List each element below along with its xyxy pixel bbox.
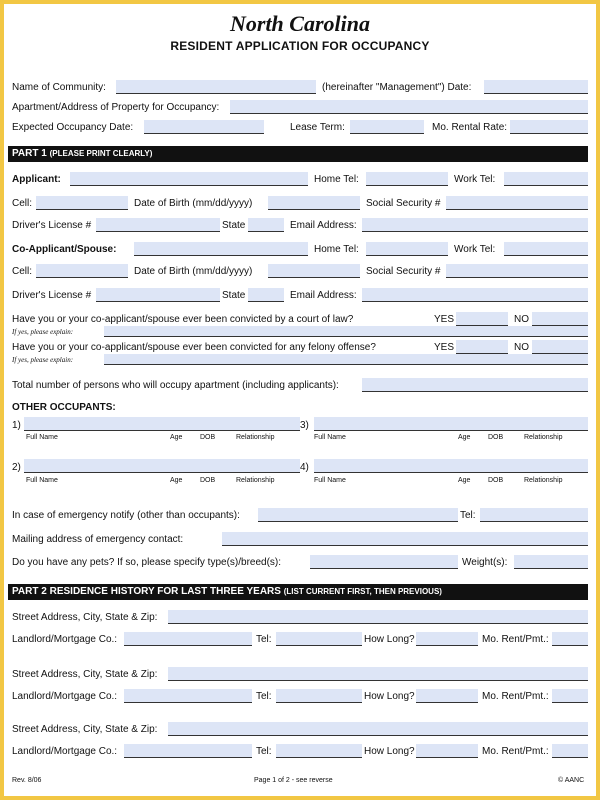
applicant-license-label: Driver's License # (12, 220, 92, 231)
co-home-tel-field[interactable] (366, 242, 448, 256)
res1-rent-label: Mo. Rent/Pmt.: (482, 634, 549, 645)
occupant-1-field[interactable] (24, 417, 300, 431)
co-license-label: Driver's License # (12, 290, 92, 301)
part2-header: PART 2 RESIDENCE HISTORY FOR LAST THREE YEARS (12, 586, 281, 597)
occupant-4-field[interactable] (314, 459, 588, 473)
res3-landlord-field[interactable] (124, 744, 252, 758)
co-applicant-label: Co-Applicant/Spouse: (12, 244, 117, 255)
applicant-license-field[interactable] (96, 218, 220, 232)
felony-yes-field[interactable] (456, 340, 508, 354)
applicant-ssn-label: Social Security # (366, 198, 441, 209)
occupant-3-field[interactable] (314, 417, 588, 431)
res1-landlord-field[interactable] (124, 632, 252, 646)
felony-explain-label: If yes, please explain: (12, 356, 74, 364)
felony-no-label: NO (514, 342, 529, 353)
occupant-1-dob-caption: DOB (200, 434, 216, 441)
occupant-4-name-caption: Full Name (314, 477, 346, 484)
court-yes-field[interactable] (456, 312, 508, 326)
applicant-dob-label: Date of Birth (mm/dd/yyyy) (134, 198, 253, 209)
apartment-address-field[interactable] (230, 100, 588, 114)
lease-term-label: Lease Term: (290, 122, 345, 133)
co-work-tel-field[interactable] (504, 242, 588, 256)
felony-no-field[interactable] (532, 340, 588, 354)
persons-label: Total number of persons who will occupy apartment (including applicants): (12, 380, 339, 391)
community-field[interactable] (116, 80, 316, 94)
footer-page-number: Page 1 of 2 - see reverse (254, 777, 333, 784)
res2-tel-field[interactable] (276, 689, 362, 703)
persons-field[interactable] (362, 378, 588, 392)
court-no-label: NO (514, 314, 529, 325)
res1-landlord-label: Landlord/Mortgage Co.: (12, 634, 118, 645)
form-subtitle: RESIDENT APPLICATION FOR OCCUPANCY (170, 39, 430, 53)
co-work-tel-label: Work Tel: (454, 244, 496, 255)
occupant-2-dob-caption: DOB (200, 477, 216, 484)
res2-landlord-label: Landlord/Mortgage Co.: (12, 691, 118, 702)
occupant-3-dob-caption: DOB (488, 434, 504, 441)
expected-date-field[interactable] (144, 120, 264, 134)
occupant-2-relationship-caption: Relationship (236, 477, 275, 484)
occupant-1-age-caption: Age (170, 434, 183, 441)
date-field[interactable] (484, 80, 588, 94)
applicant-email-field[interactable] (362, 218, 588, 232)
res3-how-long-field[interactable] (416, 744, 478, 758)
form-title: North Carolina (230, 11, 370, 36)
pets-label: Do you have any pets? If so, please specify type(s)/breed(s): (12, 557, 282, 568)
felony-explain-field[interactable] (104, 354, 588, 365)
co-applicant-name-field[interactable] (134, 242, 308, 256)
applicant-ssn-field[interactable] (446, 196, 588, 210)
co-cell-field[interactable] (36, 264, 128, 278)
res3-how-long-label: How Long? (364, 746, 415, 757)
co-state-label: State (222, 290, 246, 301)
res3-rent-field[interactable] (552, 744, 588, 758)
footer-copyright: © AANC (558, 777, 585, 784)
lease-term-field[interactable] (350, 120, 424, 134)
management-date-label: (hereinafter "Management") Date: (322, 82, 472, 93)
co-state-field[interactable] (248, 288, 284, 302)
occupant-2-field[interactable] (24, 459, 300, 473)
expected-date-label: Expected Occupancy Date: (12, 122, 134, 133)
co-ssn-field[interactable] (446, 264, 588, 278)
res1-street-label: Street Address, City, State & Zip: (12, 612, 158, 623)
occupant-3-number: 3) (300, 420, 309, 431)
emergency-tel-field[interactable] (480, 508, 588, 522)
applicant-work-tel-label: Work Tel: (454, 174, 496, 185)
occupant-2-number: 2) (12, 462, 21, 473)
part2-header-note: (LIST CURRENT FIRST, THEN PREVIOUS) (283, 587, 442, 596)
res2-tel-label: Tel: (256, 691, 272, 702)
res2-street-field[interactable] (168, 667, 588, 681)
co-cell-label: Cell: (12, 266, 33, 277)
co-dob-field[interactable] (268, 264, 360, 278)
weight-label: Weight(s): (462, 557, 508, 568)
res2-street-label: Street Address, City, State & Zip: (12, 669, 158, 680)
applicant-dob-field[interactable] (268, 196, 360, 210)
res3-tel-field[interactable] (276, 744, 362, 758)
occupant-3-age-caption: Age (458, 434, 471, 441)
emergency-contact-field[interactable] (258, 508, 458, 522)
res2-rent-field[interactable] (552, 689, 588, 703)
part1-header-note: (PLEASE PRINT CLEARLY) (49, 149, 153, 158)
emergency-tel-label: Tel: (460, 510, 476, 521)
res3-street-label: Street Address, City, State & Zip: (12, 724, 158, 735)
res2-landlord-field[interactable] (124, 689, 252, 703)
court-question: Have you or your co-applicant/spouse ever been convicted by a court of law? (12, 314, 354, 325)
applicant-email-label: Email Address: (290, 220, 357, 231)
court-explain-label: If yes, please explain: (12, 328, 74, 336)
occupant-2-name-caption: Full Name (26, 477, 58, 484)
pets-field[interactable] (310, 555, 458, 569)
res3-rent-label: Mo. Rent/Pmt.: (482, 746, 549, 757)
occupant-3-relationship-caption: Relationship (524, 434, 563, 441)
res1-street-field[interactable] (168, 610, 588, 624)
community-label: Name of Community: (12, 82, 106, 93)
res1-how-long-label: How Long? (364, 634, 415, 645)
co-dob-label: Date of Birth (mm/dd/yyyy) (134, 266, 253, 277)
footer-revision: Rev. 8/06 (12, 777, 42, 784)
res1-rent-field[interactable] (552, 632, 588, 646)
co-ssn-label: Social Security # (366, 266, 441, 277)
court-yes-label: YES (434, 314, 455, 325)
application-form-page (4, 4, 596, 796)
res2-how-long-field[interactable] (416, 689, 478, 703)
apartment-label: Apartment/Address of Property for Occupancy: (12, 102, 220, 113)
occupant-4-age-caption: Age (458, 477, 471, 484)
part1-header-bar (8, 146, 588, 162)
occupant-3-name-caption: Full Name (314, 434, 346, 441)
occupant-1-name-caption: Full Name (26, 434, 58, 441)
co-license-field[interactable] (96, 288, 220, 302)
rental-rate-field[interactable] (510, 120, 588, 134)
co-email-field[interactable] (362, 288, 588, 302)
applicant-cell-field[interactable] (36, 196, 128, 210)
court-explain-field[interactable] (104, 326, 588, 337)
applicant-state-label: State (222, 220, 246, 231)
res1-how-long-field[interactable] (416, 632, 478, 646)
res2-how-long-label: How Long? (364, 691, 415, 702)
part1-header: PART 1 (12, 148, 47, 159)
mailing-address-field[interactable] (222, 532, 588, 546)
weight-field[interactable] (514, 555, 588, 569)
applicant-home-tel-field[interactable] (366, 172, 448, 186)
applicant-work-tel-field[interactable] (504, 172, 588, 186)
res2-rent-label: Mo. Rent/Pmt.: (482, 691, 549, 702)
co-home-tel-label: Home Tel: (314, 244, 359, 255)
court-no-field[interactable] (532, 312, 588, 326)
emergency-label: In case of emergency notify (other than occupants): (12, 510, 240, 521)
applicant-home-tel-label: Home Tel: (314, 174, 359, 185)
co-email-label: Email Address: (290, 290, 357, 301)
part2-header-bar (8, 584, 588, 600)
felony-question: Have you or your co-applicant/spouse ever been convicted for any felony offense? (12, 342, 376, 353)
mailing-label: Mailing address of emergency contact: (12, 534, 184, 545)
res3-tel-label: Tel: (256, 746, 272, 757)
res3-street-field[interactable] (168, 722, 588, 736)
occupant-1-number: 1) (12, 420, 21, 431)
occupant-4-number: 4) (300, 462, 309, 473)
occupant-4-relationship-caption: Relationship (524, 477, 563, 484)
occupant-1-relationship-caption: Relationship (236, 434, 275, 441)
res3-landlord-label: Landlord/Mortgage Co.: (12, 746, 118, 757)
res1-tel-label: Tel: (256, 634, 272, 645)
applicant-cell-label: Cell: (12, 198, 33, 209)
res1-tel-field[interactable] (276, 632, 362, 646)
applicant-name-field[interactable] (70, 172, 308, 186)
rental-rate-label: Mo. Rental Rate: (432, 122, 508, 133)
applicant-state-field[interactable] (248, 218, 284, 232)
applicant-label: Applicant: (12, 174, 61, 185)
other-occupants-label: OTHER OCCUPANTS: (12, 402, 116, 413)
occupant-4-dob-caption: DOB (488, 477, 504, 484)
felony-yes-label: YES (434, 342, 455, 353)
occupant-2-age-caption: Age (170, 477, 183, 484)
